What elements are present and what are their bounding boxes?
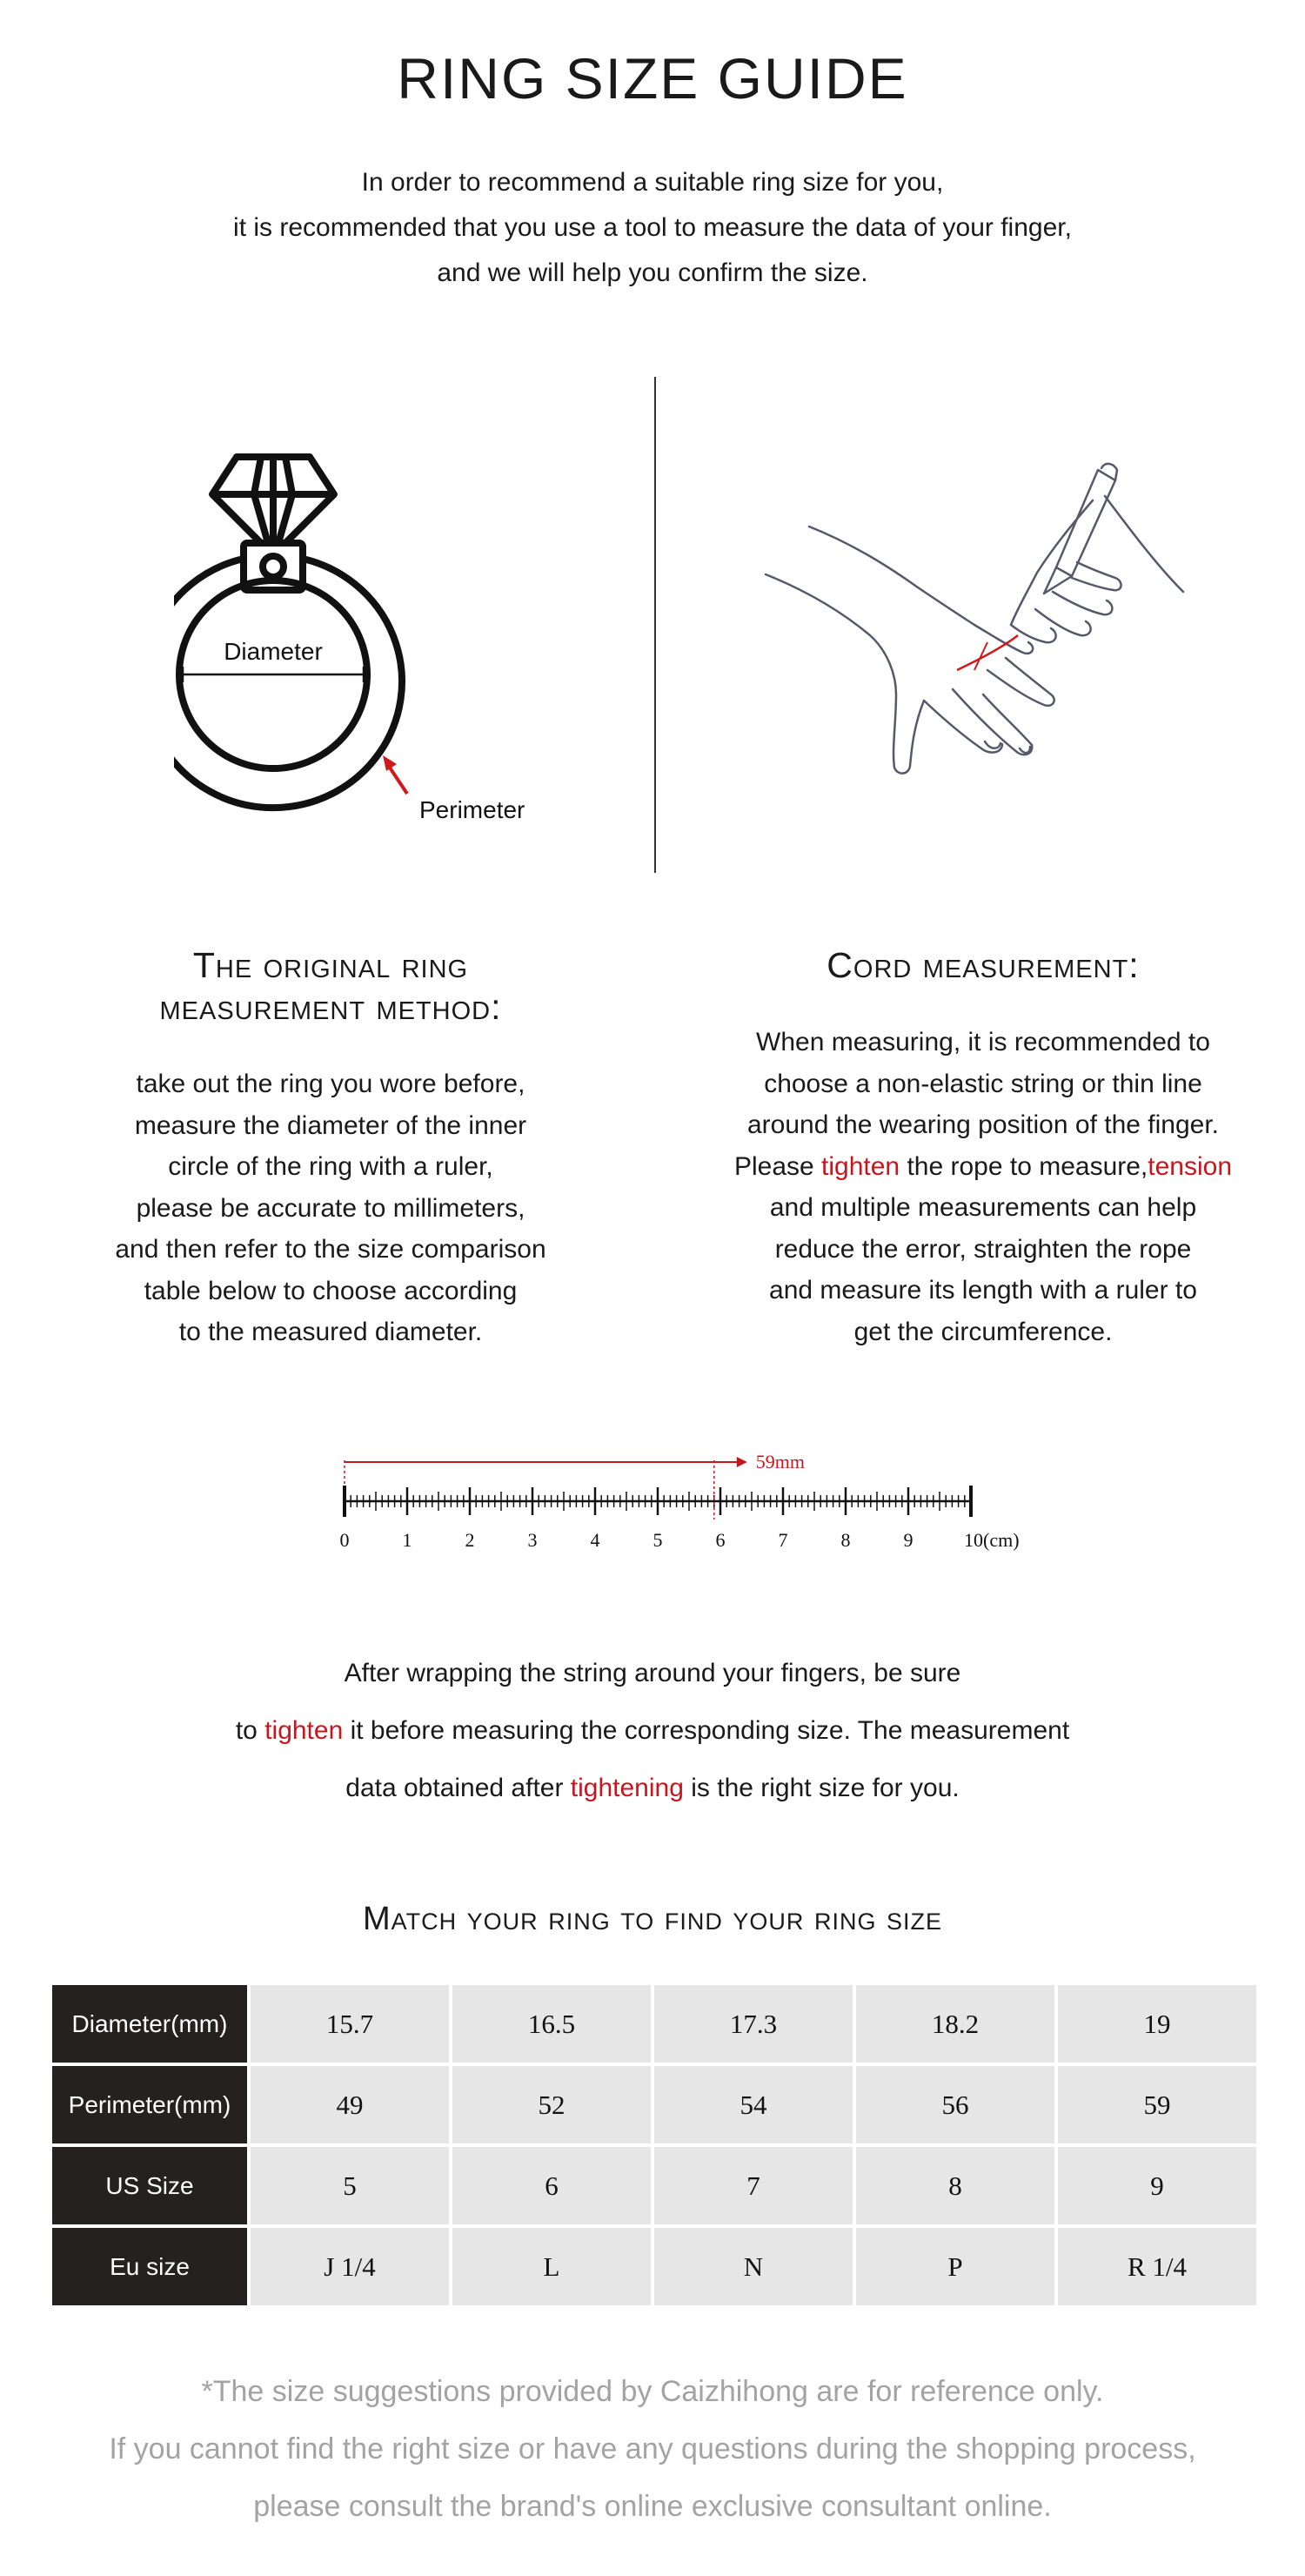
hand-measuring-illustration — [757, 461, 1227, 792]
table-cell: 49 — [251, 2066, 449, 2143]
footnote-line: If you cannot find the right size or have any questions during the shopping process, — [109, 2432, 1196, 2465]
ruler-tick-label: 7 — [778, 1529, 788, 1551]
ruler-ticks — [345, 1486, 971, 1517]
intro-line: and we will help you confirm the size. — [437, 258, 868, 287]
table-row — [52, 2066, 1256, 2143]
row-header: US Size — [52, 2147, 247, 2224]
table-cell: 19 — [1058, 1985, 1256, 2063]
after-wrapping-text — [0, 1645, 1305, 1817]
ruler-tick-label: 1 — [402, 1529, 412, 1551]
highlight-tighten: tighten — [821, 1151, 900, 1181]
row-header: Eu size — [52, 2228, 247, 2305]
perimeter-arrow — [383, 755, 407, 794]
ruler-tick-label: 0 — [339, 1529, 350, 1551]
table-cell: N — [654, 2228, 853, 2305]
text-segment: it before measuring the corresponding size. The measurement — [343, 1716, 1070, 1745]
heading-line: The original ring — [192, 945, 469, 985]
measure-arrowhead — [737, 1457, 747, 1467]
table-row — [52, 1985, 1256, 2063]
text-line: choose a non-elastic string or thin line — [764, 1069, 1202, 1098]
table-cell: 59 — [1058, 2066, 1256, 2143]
text-line: After wrapping the string around your fingers, be sure — [344, 1659, 961, 1687]
ruler-tick-label: 10(cm) — [964, 1529, 1020, 1551]
text-line — [0, 1760, 1305, 1817]
perimeter-label: Perimeter — [419, 796, 525, 823]
text-segment: data obtained after — [345, 1774, 571, 1802]
text-segment: to — [235, 1716, 265, 1745]
text-line: reduce the error, straighten the rope — [774, 1234, 1192, 1264]
text-line: When measuring, it is recommended to — [756, 1028, 1210, 1057]
method-right-text — [705, 1022, 1262, 1352]
ruler-tick-label: 9 — [903, 1529, 914, 1551]
page-title: RING SIZE GUIDE — [397, 46, 908, 111]
text-line: measure the diameter of the inner — [134, 1110, 527, 1140]
text-line: around the wearing position of the finger. — [746, 1110, 1220, 1139]
ruler-tick-label: 4 — [590, 1529, 600, 1551]
intro-text — [0, 160, 1305, 296]
text-line: table below to choose according — [144, 1276, 518, 1305]
footnote-line: please consult the brand's online exclusive consultant online. — [253, 2490, 1052, 2523]
table-cell: 15.7 — [251, 1985, 449, 2063]
ruler-diagram — [313, 1436, 1061, 1575]
text-line: get the circumference. — [853, 1317, 1113, 1346]
table-cell: 54 — [654, 2066, 853, 2143]
text-line — [705, 1146, 1262, 1188]
table-cell: 18.2 — [856, 1985, 1054, 2063]
table-cell: 9 — [1058, 2147, 1256, 2224]
row-header: Perimeter(mm) — [52, 2066, 247, 2143]
ruler-measurement — [345, 1451, 805, 1519]
table-row — [52, 2228, 1256, 2305]
diameter-label: Diameter — [224, 638, 323, 665]
highlight-tighten: tighten — [264, 1716, 344, 1745]
ruler-tick-label: 6 — [715, 1529, 726, 1551]
ruler-tick-label: 3 — [527, 1529, 538, 1551]
text-line: and then refer to the size comparison — [115, 1235, 546, 1264]
column-divider — [654, 377, 656, 873]
heading-line: measurement method: — [159, 987, 502, 1027]
ruler-tick-label: 5 — [652, 1529, 663, 1551]
ring-gem-icon — [212, 457, 334, 590]
method-right-heading: Cord measurement: — [826, 945, 1140, 985]
measure-label: 59mm — [755, 1451, 806, 1472]
ruler-tick-labels — [340, 1529, 1020, 1551]
ring-size-table — [49, 1982, 1260, 2309]
table-cell: 56 — [856, 2066, 1054, 2143]
highlight-tightening: tightening — [570, 1774, 684, 1802]
table-cell: R 1/4 — [1058, 2228, 1256, 2305]
text-line: take out the ring you wore before, — [136, 1070, 525, 1098]
ring-band-icon — [174, 559, 402, 808]
highlight-tension: tension — [1148, 1151, 1233, 1181]
table-cell: 6 — [452, 2147, 651, 2224]
method-left-text — [61, 1063, 600, 1353]
text-line: please be accurate to millimeters, — [136, 1193, 525, 1223]
ring-diagram — [174, 435, 557, 844]
table-row — [52, 2147, 1256, 2224]
table-cell: J 1/4 — [251, 2228, 449, 2305]
text-segment: Please — [733, 1151, 822, 1181]
table-cell: 17.3 — [654, 1985, 853, 2063]
text-line: and multiple measurements can help — [769, 1193, 1197, 1222]
table-cell: 16.5 — [452, 1985, 651, 2063]
table-cell: 8 — [856, 2147, 1054, 2224]
text-line: and measure its length with a ruler to — [769, 1276, 1197, 1305]
ruler-tick-label: 2 — [465, 1529, 475, 1551]
text-line: circle of the ring with a ruler, — [168, 1152, 493, 1181]
ruler-tick-label: 8 — [840, 1529, 851, 1551]
intro-line: it is recommended that you use a tool to measure the data of your finger, — [233, 213, 1072, 242]
text-segment: is the right size for you. — [683, 1774, 960, 1802]
table-cell: 5 — [251, 2147, 449, 2224]
text-segment: the rope to measure, — [900, 1151, 1148, 1181]
table-cell: L — [452, 2228, 651, 2305]
footnote-line: *The size suggestions provided by Caizhihong are for reference only. — [201, 2375, 1104, 2408]
table-cell: P — [856, 2228, 1054, 2305]
text-line: to the measured diameter. — [178, 1318, 483, 1346]
table-cell: 52 — [452, 2066, 651, 2143]
diameter-marker — [183, 667, 364, 682]
table-cell: 7 — [654, 2147, 853, 2224]
intro-line: In order to recommend a suitable ring size for you, — [361, 168, 944, 197]
footnote — [0, 2363, 1305, 2535]
size-table-heading: Match your ring to find your ring size — [362, 1901, 943, 1937]
method-left-heading — [61, 944, 600, 1028]
text-line — [0, 1702, 1305, 1760]
row-header: Diameter(mm) — [52, 1985, 247, 2063]
